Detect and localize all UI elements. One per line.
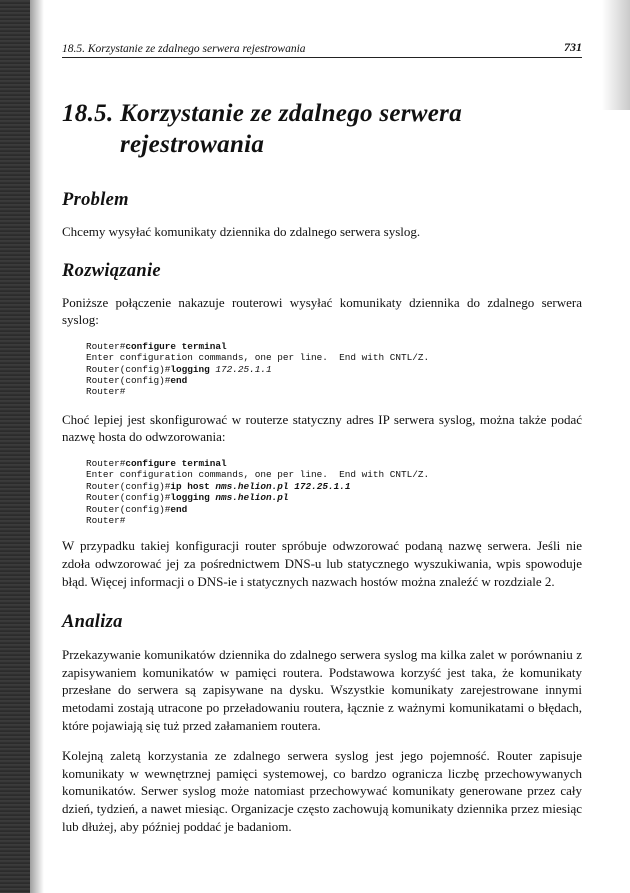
solution-heading: Rozwiązanie	[62, 260, 161, 281]
spine-gradient	[30, 0, 44, 893]
analysis-heading: Analiza	[62, 612, 123, 633]
solution-paragraph-2: Choć lepiej jest skonfigurować w routerze statyczny adres IP serwera syslog, można także podać nazwę hosta do odwzorowania:	[62, 411, 582, 445]
chapter-title-line1: 18.5. Korzystanie ze zdalnego serwera	[62, 100, 463, 127]
chapter-title	[62, 98, 582, 160]
problem-heading: Problem	[62, 190, 129, 210]
chapter-title-line2: rejestrowania	[120, 131, 265, 158]
analysis-paragraph-1: Przekazywanie komunikatów dziennika do zdalnego serwera syslog ma kilka zalet w porównaniu z zapisywaniem komunikatów w pamięci routera. Podstawowa korzyść jest taka, że komunikaty przesłane do serwera są zapisywane na dysku. Wszystkie komunikaty zarejestrowane innymi metodami zostają utracone po przeładowaniu routera, łącznie z ważnymi komunikatami o błędach, które pojawiają się tuż przed załamaniem routera.	[62, 647, 582, 733]
code-block-1: Router#configure terminal Enter configuration commands, one per line. End with CNTL/Z. Router(config)#logging 172.25.1.1 Router(config)#end Router#	[86, 340, 430, 398]
solution-intro: Poniższe połączenie nakazuje routerowi wysyłać komunikaty dziennika do zdalnego serwera syslog:	[62, 294, 582, 328]
solution-paragraph-3: W przypadku takiej konfiguracji router spróbuje odwzorować podaną nazwę serwera. Jeśli nie zdoła odwzorować jej za pośrednictwem DNS-u lub statycznego wyszukiwania, wpis spowoduje błąd. Więcej informacji o DNS-ie i statycznych nazwach hostów można znaleźć w rozdziale 2.	[62, 538, 582, 589]
page-corner-shadow	[602, 0, 630, 110]
running-head	[62, 40, 582, 58]
page-content	[62, 40, 582, 835]
problem-text: Chcemy wysyłać komunikaty dziennika do zdalnego serwera syslog.	[62, 224, 421, 239]
analysis-paragraph-2: Kolejną zaletą korzystania ze zdalnego serwera syslog jest jego pojemność. Router zapisuje komunikaty w wewnętrznej pamięci systemowej, co bardzo ogranicza liczbę przechowywanych komunikatów. Serwer syslog może natomiast przechowywać komunikaty generowane przez cały dzień, tydzień, a nawet miesiąc. Organizacje często zachowują komunikaty dziennika przez miesiąc lub dłużej, aby później poddać je badaniom.	[62, 748, 582, 834]
code-block-2: Router#configure terminal Enter configuration commands, one per line. End with CNTL/Z. Router(config)#ip host nms.helion.pl 172.25.1.1 Router(config)#logging nms.helion.pl Router(config)#end Router#	[86, 458, 430, 527]
running-head-title: 18.5. Korzystanie ze zdalnego serwera rejestrowania	[62, 43, 306, 55]
book-spine-shadow	[0, 0, 30, 893]
page-number: 731	[564, 40, 582, 54]
